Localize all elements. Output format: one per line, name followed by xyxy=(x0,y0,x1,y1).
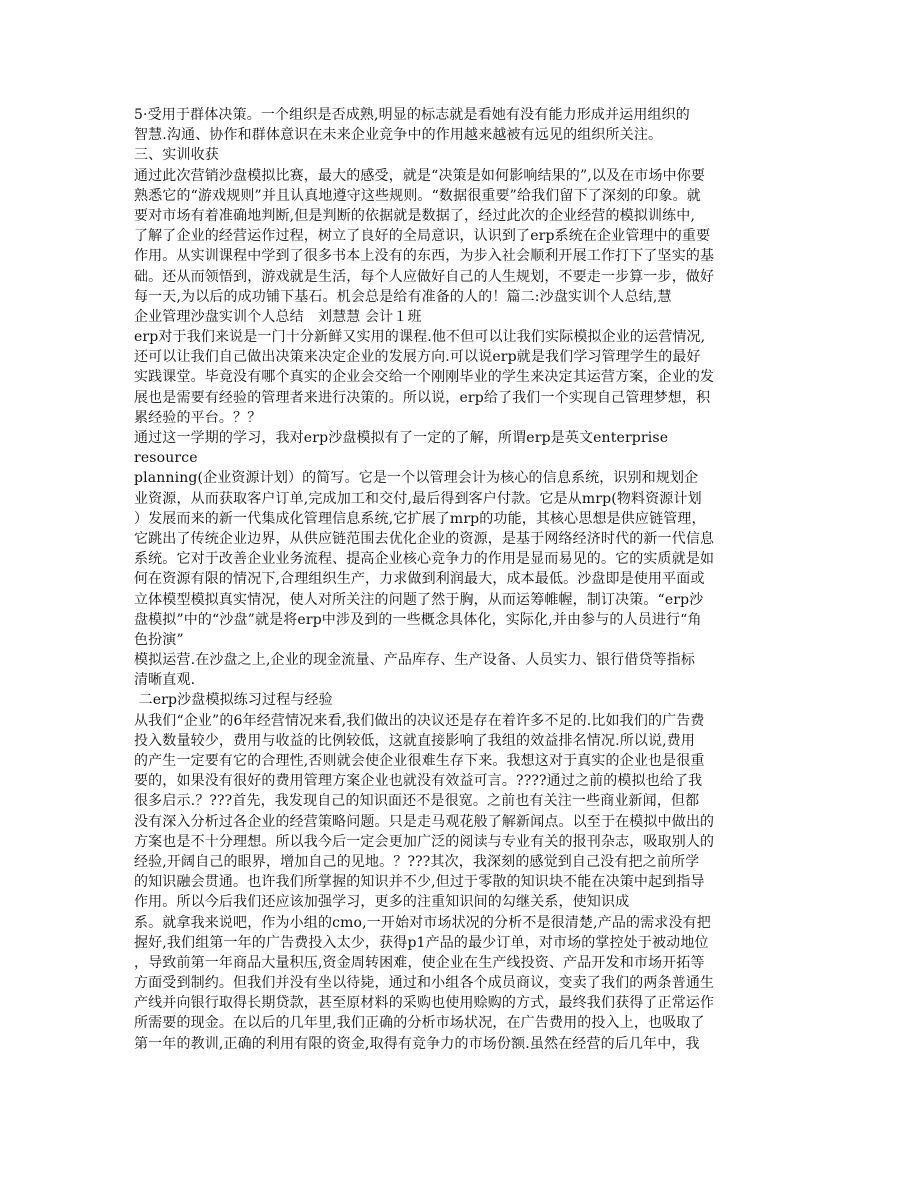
text-line xyxy=(134,1054,786,1074)
text-line: 5·受用于群体决策。一个组织是否成熟,明显的标志就是看她有没有能力形成并运用组织的 xyxy=(134,107,690,123)
text-line: 还可以让我们自己做出决策来决定企业的发展方向.可以说erp就是我们学习管理学生的最好 xyxy=(134,349,701,366)
text-line: 要的，如果没有很好的费用管理方案企业也就没有效益可言。????通过之前的模拟也给了我 xyxy=(134,773,703,790)
text-line: 实践课堂。毕竟没有哪个真实的企业会交给一个刚刚毕业的学生来决定其运营方案，企业的发 xyxy=(134,369,715,386)
text-line: 从我们“企业”的6年经营情况来看,我们做出的决议还是存在着许多不足的.比如我们的广告费 xyxy=(134,712,705,729)
text-line: 系统。它对于改善企业业务流程、提高企业核心竞争力的作用是显而易见的。它的实质就是如 xyxy=(134,551,715,568)
text-line: planning(企业资源计划）的简写。它是一个以管理会计为核心的信息系统，识别和规划企 xyxy=(134,470,699,487)
text-line: 通过此次营销沙盘模拟比赛，最大的感受，就是“决策是如何影响结果的”,以及在市场中你要 xyxy=(134,167,706,184)
text-line: 每一天,为以后的成功铺下基石。机会总是给有准备的人的！篇二:沙盘实训个人总结,慧 xyxy=(134,288,672,305)
text-line: 智慧.沟通、协作和群体意识在未来企业竞争中的作用越来越被有远见的组织所关注。 xyxy=(134,127,663,144)
text-line: 很多启示.？???首先，我发现自己的知识面还不是很宽。之前也有关注一些商业新闻，但都 xyxy=(134,793,700,810)
text-line: 没有深入分析过各企业的经营策略问题。只是走马观花般了解新闻点。以至于在模拟中做出的 xyxy=(134,813,715,830)
text-line: 要对市场有着准确地判断,但是判断的依据就是数据了，经过此次的企业经营的模拟训练中, xyxy=(134,207,696,224)
text-line: 通过这一学期的学习，我对erp沙盘模拟有了一定的了解，所谓erp是英文enterprise xyxy=(134,430,669,446)
text-line: 何在资源有限的情况下,合理组织生产，力求做到利润最大，成本最低。沙盘即是使用平面或 xyxy=(134,571,705,588)
text-line: 展也是需要有经验的管理者来进行决策的。所以说，erp给了我们一个实现自己管理梦想，积 xyxy=(134,389,711,406)
text-line: 熟悉它的“游戏规则”并且认真地遵守这些规则。“数据很重要”给我们留下了深刻的印象。就 xyxy=(134,187,701,204)
text-line: 立体模型模拟真实情况，使人对所关注的问题了然于胸，从而运筹帷幄，制订决策。“erp沙 xyxy=(134,591,704,608)
text-line: 经验,开阔自己的眼界，增加自己的见地。？???其次，我深刻的感觉到自己没有把之前所学 xyxy=(134,853,700,870)
text-line: 系。就拿我来说吧，作为小组的cmo,一开始对市场状况的分析不是很清楚,产品的需求没有把 xyxy=(134,914,711,931)
text-line: 清晰直观. xyxy=(134,672,196,689)
text-line: 了解了企业的经营运作过程，树立了良好的全局意识，认识到了erp系统在企业管理中的重要 xyxy=(134,228,711,245)
text-line: resource xyxy=(134,450,198,467)
text-line: 盘模拟”中的“沙盘”就是将erp中涉及到的一些概念具体化，实际化,并由参与的人员进行“角 xyxy=(134,611,702,628)
article-title: 企业管理沙盘实训个人总结 刘慧慧 会计１班 xyxy=(134,308,422,325)
text-line: 的知识融会贯通。也许我们所掌握的知识并不少,但过于零散的知识块不能在决策中起到指导 xyxy=(134,874,705,891)
text-line: 业资源，从而获取客户订单,完成加工和交付,最后得到客户付款。它是从mrp(物料资源计划 xyxy=(134,490,702,507)
text-line: 第一年的教训,正确的利用有限的资金,取得有竞争力的市场份额.虽然在经营的后几年中，我 xyxy=(134,1035,700,1052)
text-line: 投入数量较少，费用与收益的比例较低，这就直接影响了我组的效益排名情况.所以说,费用 xyxy=(134,732,696,749)
text-line: 产线并向银行取得长期贷款，甚至原材料的采购也使用赊购的方式，最终我们获得了正常运作 xyxy=(134,995,715,1012)
text-line: 所需要的现金。在以后的几年里,我们正确的分析市场状况，在广告费用的投入上，也吸取了 xyxy=(134,1015,705,1032)
section-heading: 三、实训收获 xyxy=(134,147,219,164)
section-heading: 二erp沙盘模拟练习过程与经验 xyxy=(134,692,333,709)
text-line: 累经验的平台。？？ xyxy=(134,409,262,426)
text-line: 它跳出了传统企业边界，从供应链范围去优化企业的资源，是基于网络经济时代的新一代信息 xyxy=(134,530,715,547)
text-line: 模拟运营.在沙盘之上,企业的现金流量、产品库存、生产设备、人员实力、银行借贷等指标 xyxy=(134,652,696,669)
text-line: 方面受到制约。但我们并没有坐以待毙，通过和小组各个成员商议，变卖了我们的两条普通生 xyxy=(134,975,715,992)
text-line: 方案也是不十分理想。所以我今后一定会更加广泛的阅读与专业有关的报刊杂志，吸取别人的 xyxy=(134,833,715,850)
text-line: 的产生一定要有它的合理性,否则就会使企业很难生存下来。我想这对于真实的企业也是很重 xyxy=(134,753,705,769)
text-line: ，导致前第一年商品大量积压,资金周转困难，使企业在生产线投资、产品开发和市场开拓等 xyxy=(134,954,705,971)
text-line: 作用。从实训课程中学到了很多书本上没有的东西，为步入社会顺利开展工作打下了坚实的基 xyxy=(134,248,715,265)
text-line: erp对于我们来说是一门十分新鲜又实用的课程.他不但可以让我们实际模拟企业的运营情况, xyxy=(134,329,706,346)
text-line: 握好,我们组第一年的广告费投入太少，获得p1产品的最少订单，对市场的掌控处于被动地位 xyxy=(134,934,709,951)
text-line: ）发展而来的新一代集成化管理信息系统,它扩展了mrp的功能，其核心思想是供应链管理， xyxy=(134,510,706,527)
text-line: 础。还从而领悟到，游戏就是生活，每个人应做好自己的人生规划，不要走一步算一步，做好 xyxy=(134,268,715,285)
document-body xyxy=(134,105,786,1074)
text-line: 色扮演” xyxy=(134,631,184,648)
text-line: 作用。所以今后我们还应该加强学习，更多的注重知识间的勾继关系，使知识成 xyxy=(134,894,630,911)
